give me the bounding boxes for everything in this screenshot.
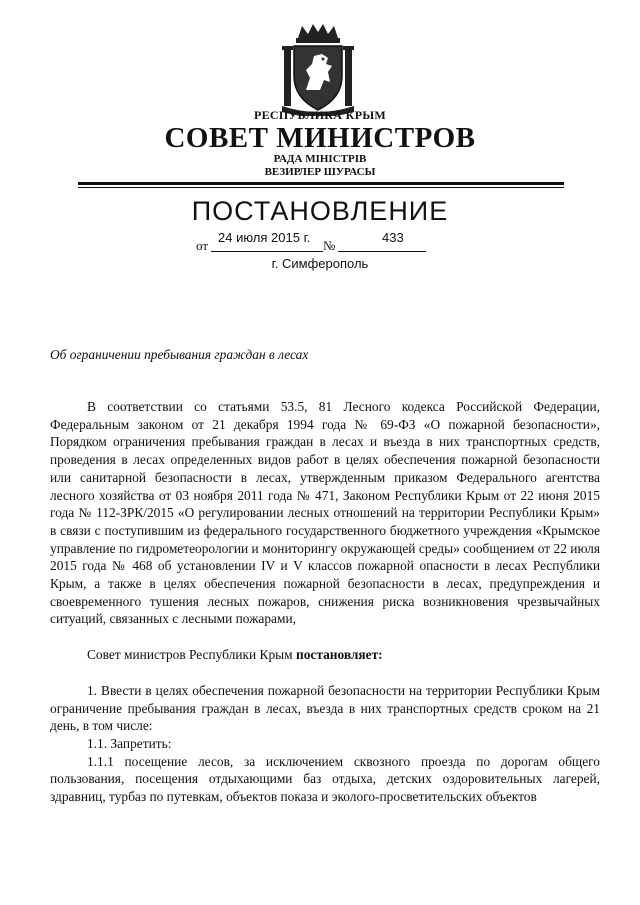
header-rule-thin xyxy=(78,187,564,188)
decree-date: 24 июля 2015 г. xyxy=(218,230,311,245)
number-sign: № xyxy=(323,238,336,253)
resolves-lead: Совет министров Республики Крым xyxy=(87,647,296,663)
decree-subject: Об ограничении пребывания граждан в лесах xyxy=(50,347,309,362)
preamble-paragraph: В соответствии со статьями 53.5, 81 Лесного кодекса Российской Федерации, Федеральным законом от 21 декабря 1994 года № 69-ФЗ «О пожарной безопасности», Порядком ограничения пребывания граждан в лесах и въезда в них транспортных средств, проведения в лесах определенных видов работ в целях обеспечения пожарной безопасности или санитарной безопасности в лесах, утвержденным приказом Федерального агентства лесного хозяйства от 03 ноября 2011 года № 471, Законом Республики Крым от 22 июня 2015 года № 112-ЗРК/2015 «О регулировании лесных отношений на территории Республики Крым» в связи с поступившим из федерального государственного бюджетного учреждения «Крымское управление по гидрометеорологии и мониторингу окружающей среды» сообщением от 22 июля 2015 года № 468 об установлении IV и V классов пожарной опасности в лесах Республики Крым, а также в целях обеспечения пожарной безопасности в лесах, предупреждения и своевременного тушения лесных пожаров, снижения риска возникновения чрезвычайных ситуаций, связанных с лесными пожарами, xyxy=(50,399,600,627)
council-name: СОВЕТ МИНИСТРОВ xyxy=(164,122,476,154)
clause-1-1-1: 1.1.1 посещение лесов, за исключением сквозного проезда по дорогам общего пользования, посещения отдыхающими баз отдыха, детских оздоровительных лагерей, здравниц, турбаз по путевкам, объектов показа и эколого-просветительских объектов xyxy=(50,753,600,805)
resolves-verb: постановляет: xyxy=(295,647,383,663)
number-underline xyxy=(338,251,426,252)
decree-date-line xyxy=(196,230,446,252)
decree-body xyxy=(50,398,600,806)
council-name-ukrainian: РАДА МІНІСТРІВ xyxy=(273,153,367,165)
decree-city: г. Симферополь xyxy=(271,256,369,271)
date-prefix: от xyxy=(196,238,209,253)
decree-number: 433 xyxy=(382,230,404,245)
decree-title: ПОСТАНОВЛЕНИЕ xyxy=(191,196,449,226)
date-underline xyxy=(211,251,323,252)
council-name-crimean-tatar: ВЕЗИРЛЕР ШУРАСЫ xyxy=(264,166,376,178)
clause-1: 1. Ввести в целях обеспечения пожарной безопасности на территории Республики Крым ограничение пребывания граждан в лесах, въезда в них транспортных средств сроком на 21 день, в том числе: xyxy=(50,682,600,734)
header-rule-thick xyxy=(78,182,564,185)
clause-1-1: 1.1. Запретить: xyxy=(87,735,172,751)
resolves-paragraph xyxy=(50,646,600,664)
crimea-coat-of-arms-icon xyxy=(276,20,360,116)
republic-name: РЕСПУБЛИКА КРЫМ xyxy=(253,108,387,122)
